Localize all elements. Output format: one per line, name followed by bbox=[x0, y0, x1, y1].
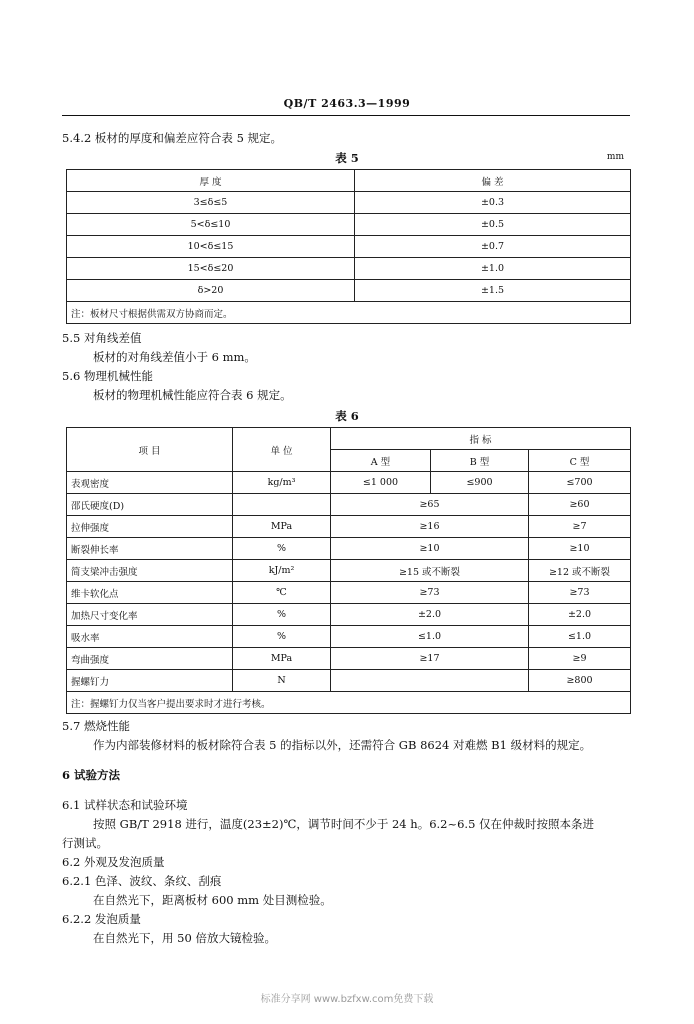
cell-ab bbox=[331, 670, 529, 692]
col-header-type-b: B 型 bbox=[431, 450, 529, 472]
cell-unit: MPa bbox=[233, 648, 331, 670]
cell: ±1.5 bbox=[355, 280, 631, 302]
clause-5-6-body: 板材的物理机械性能应符合表 6 规定。 bbox=[93, 388, 292, 402]
table6-note: 注：握螺钉力仅当客户提出要求时才进行考核。 bbox=[67, 692, 631, 714]
clause-5-7: 5.7 燃烧性能 bbox=[62, 719, 130, 733]
table-row bbox=[67, 214, 631, 236]
clause-6-1: 6.1 试样状态和试验环境 bbox=[62, 798, 188, 812]
cell-c: ≥800 bbox=[529, 670, 631, 692]
cell-c: ≥12 或不断裂 bbox=[529, 560, 631, 582]
cell-b: ≤900 bbox=[431, 472, 529, 494]
clause-6-1-body-line2: 行测试。 bbox=[62, 836, 108, 850]
table-row bbox=[67, 560, 631, 582]
cell: ±0.3 bbox=[355, 192, 631, 214]
cell-ab: ≤1.0 bbox=[331, 626, 529, 648]
cell-item: 断裂伸长率 bbox=[67, 538, 233, 560]
cell-c: ≥60 bbox=[529, 494, 631, 516]
cell-c: ±2.0 bbox=[529, 604, 631, 626]
col-header-item: 项 目 bbox=[67, 428, 233, 472]
cell: δ>20 bbox=[67, 280, 355, 302]
clause-5-5-body: 板材的对角线差值小于 6 mm。 bbox=[93, 350, 256, 364]
cell-unit bbox=[233, 494, 331, 516]
table-5 bbox=[66, 169, 631, 324]
cell-c: ≤1.0 bbox=[529, 626, 631, 648]
table-note-row bbox=[67, 692, 631, 714]
cell: 15<δ≤20 bbox=[67, 258, 355, 280]
clause-6-2: 6.2 外观及发泡质量 bbox=[62, 855, 165, 869]
table-row bbox=[67, 494, 631, 516]
cell-ab: ≥16 bbox=[331, 516, 529, 538]
cell-unit: kJ/m² bbox=[233, 560, 331, 582]
cell-unit: % bbox=[233, 626, 331, 648]
cell-c: ≥9 bbox=[529, 648, 631, 670]
standard-header: QB/T 2463.3—1999 bbox=[283, 97, 411, 110]
col-header-index: 指 标 bbox=[331, 428, 631, 450]
cell-unit: % bbox=[233, 604, 331, 626]
clause-6-1-body-line1: 按照 GB/T 2918 进行，温度(23±2)℃，调节时间不少于 24 h。6.2~6.5 仅在仲裁时按照本条进 bbox=[93, 817, 595, 831]
clause-5-5: 5.5 对角线差值 bbox=[62, 331, 142, 345]
section-6-heading: 6 试验方法 bbox=[62, 768, 121, 782]
table-row bbox=[67, 258, 631, 280]
cell-ab: ±2.0 bbox=[331, 604, 529, 626]
table-row bbox=[67, 236, 631, 258]
clause-5-4-2: 5.4.2 板材的厚度和偏差应符合表 5 规定。 bbox=[62, 131, 283, 145]
clause-6-2-1-body: 在自然光下，距离板材 600 mm 处目测检验。 bbox=[93, 893, 332, 907]
cell-item: 维卡软化点 bbox=[67, 582, 233, 604]
col-header-type-a: A 型 bbox=[331, 450, 431, 472]
cell-item: 弯曲强度 bbox=[67, 648, 233, 670]
col-header-type-c: C 型 bbox=[529, 450, 631, 472]
cell-ab: ≥15 或不断裂 bbox=[331, 560, 529, 582]
cell-ab: ≥10 bbox=[331, 538, 529, 560]
table-row bbox=[67, 538, 631, 560]
cell-ab: ≥17 bbox=[331, 648, 529, 670]
col-header-unit: 单 位 bbox=[233, 428, 331, 472]
table5-caption: 表 5 bbox=[335, 151, 359, 165]
table-row bbox=[67, 626, 631, 648]
cell-item: 加热尺寸变化率 bbox=[67, 604, 233, 626]
table-row bbox=[67, 192, 631, 214]
table-header-row bbox=[67, 170, 631, 192]
clause-5-7-body: 作为内部装修材料的板材除符合表 5 的指标以外，还需符合 GB 8624 对难燃 B1 级材料的规定。 bbox=[93, 738, 592, 752]
table-row bbox=[67, 472, 631, 494]
cell-item: 拉伸强度 bbox=[67, 516, 233, 538]
clause-5-6: 5.6 物理机械性能 bbox=[62, 369, 153, 383]
cell-item: 握螺钉力 bbox=[67, 670, 233, 692]
table6-caption: 表 6 bbox=[335, 409, 359, 423]
table-row bbox=[67, 582, 631, 604]
table-row bbox=[67, 670, 631, 692]
cell-c: ≥73 bbox=[529, 582, 631, 604]
cell-unit: ℃ bbox=[233, 582, 331, 604]
cell-c: ≤700 bbox=[529, 472, 631, 494]
cell-ab: ≥65 bbox=[331, 494, 529, 516]
table5-note: 注：板材尺寸根据供需双方协商而定。 bbox=[67, 302, 631, 324]
table-row bbox=[67, 648, 631, 670]
clause-6-2-1: 6.2.1 色泽、波纹、条纹、刮痕 bbox=[62, 874, 222, 888]
cell: ±0.7 bbox=[355, 236, 631, 258]
cell-unit: % bbox=[233, 538, 331, 560]
cell: 10<δ≤15 bbox=[67, 236, 355, 258]
cell: ±0.5 bbox=[355, 214, 631, 236]
clause-6-2-2: 6.2.2 发泡质量 bbox=[62, 912, 141, 926]
col-header-thickness: 厚 度 bbox=[67, 170, 355, 192]
watermark-footer: 标准分享网 www.bzfxw.com免费下载 bbox=[260, 994, 434, 1005]
table-6 bbox=[66, 427, 631, 714]
cell-unit: N bbox=[233, 670, 331, 692]
table-header-row bbox=[67, 428, 631, 450]
col-header-deviation: 偏 差 bbox=[355, 170, 631, 192]
cell-c: ≥7 bbox=[529, 516, 631, 538]
cell-unit: kg/m³ bbox=[233, 472, 331, 494]
table-row bbox=[67, 516, 631, 538]
clause-6-2-2-body: 在自然光下，用 50 倍放大镜检验。 bbox=[93, 931, 276, 945]
cell-item: 表观密度 bbox=[67, 472, 233, 494]
cell-c: ≥10 bbox=[529, 538, 631, 560]
cell-ab: ≥73 bbox=[331, 582, 529, 604]
header-rule bbox=[62, 115, 630, 116]
cell-a: ≤1 000 bbox=[331, 472, 431, 494]
cell-unit: MPa bbox=[233, 516, 331, 538]
cell: ±1.0 bbox=[355, 258, 631, 280]
cell: 3≤δ≤5 bbox=[67, 192, 355, 214]
cell-item: 简支梁冲击强度 bbox=[67, 560, 233, 582]
table-note-row bbox=[67, 302, 631, 324]
cell-item: 邵氏硬度(D) bbox=[67, 494, 233, 516]
cell: 5<δ≤10 bbox=[67, 214, 355, 236]
table-row bbox=[67, 604, 631, 626]
cell-item: 吸水率 bbox=[67, 626, 233, 648]
table5-unit: mm bbox=[606, 152, 624, 162]
table-row bbox=[67, 280, 631, 302]
